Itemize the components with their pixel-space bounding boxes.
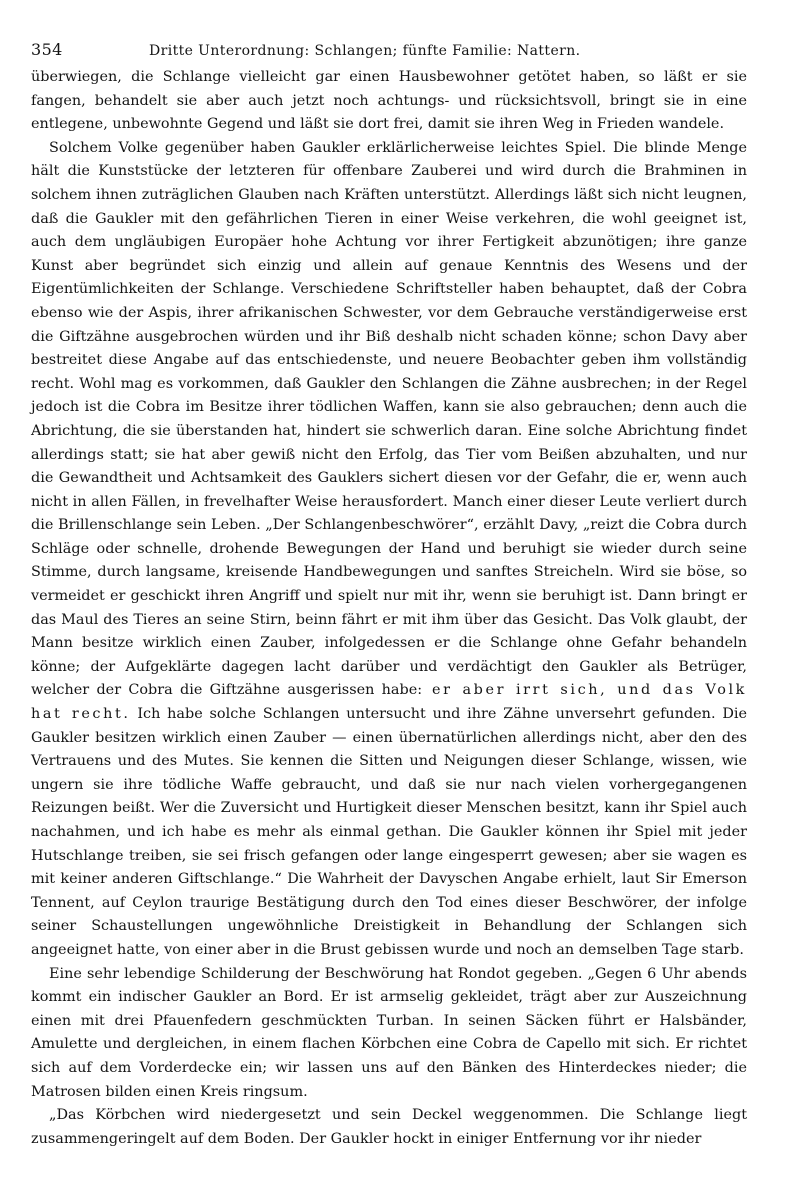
paragraph-2 — [31, 137, 747, 963]
paragraph-2-tail: Ich habe solche Schlangen untersucht und ihre Zähne unversehrt gefunden. Die Gaukler besitzen wirklich einen Zauber — einen übernatürlichen allerdings nicht, aber den des Vertrauens und des Mutes. Sie kennen die Sitten und Neigungen dieser Schlange, wissen, wie ungern sie ihre tödliche Waffe gebraucht, und daß sie nur nach vielen vorhergegangenen Reizungen beißt. Wer die Zuversicht und Hurtigkeit dieser Menschen besitzt, kann ihr Spiel auch nachahmen, und ich habe es mehr als einmal gethan. Die Gaukler können ihr Spiel mit jeder Hutschlange treiben, sie sei frisch gefangen oder lange eingesperrt gewesen; aber sie wagen es mit keiner anderen Giftschlange.“ Die Wahrheit der Davyschen Angabe erhielt, laut Sir Emerson Tennent, auf Ceylon traurige Bestätigung durch den Tod eines dieser Beschwörer, der infolge seiner Schaustellungen ungewöhnliche Dreistigkeit in Behandlung der Schlangen sich angeeignet hatte, von einer aber in die Brust gebissen wurde und noch an demselben Tage starb. — [31, 706, 747, 958]
body-text — [31, 66, 747, 1151]
paragraph-4: „Das Körbchen wird niedergesetzt und sein Deckel weggenommen. Die Schlange liegt zusammengeringelt auf dem Boden. Der Gaukler hockt in einiger Entfernung vor ihr nieder — [31, 1107, 747, 1147]
paragraph-1: überwiegen, die Schlange vielleicht gar einen Hausbewohner getötet haben, so läßt er sie fangen, behandelt sie aber auch jetzt noch achtungs- und rücksichtsvoll, bringt sie in eine entlegene, unbewohnte Gegend und läßt sie dort frei, damit sie ihren Weg in Frieden wandele. — [31, 69, 747, 133]
running-title: Dritte Unterordnung: Schlangen; fünfte Familie: Nattern. — [149, 43, 581, 59]
paragraph-3: Eine sehr lebendige Schilderung der Beschwörung hat Rondot gegeben. „Gegen 6 Uhr abends kommt ein indischer Gaukler an Bord. Er ist armselig gekleidet, trägt aber zur Auszeichnung einen mit drei Pfauenfedern geschmückten Turban. In seinen Säcken führt er Halsbänder, Amulette und dergleichen, in einem flachen Körbchen eine Cobra de Capello mit sich. Er richtet sich auf dem Vorderdecke ein; wir lassen uns auf den Bänken des Hinterdeckes nieder; die Matrosen bilden einen Kreis ringsum. — [31, 965, 747, 1100]
paragraph-2-text: Solchem Volke gegenüber haben Gaukler erklärlicherweise leichtes Spiel. Die blinde Menge hält die Kunststücke der letzteren für offenbare Zauberei und wird durch die Brahminen in solchem ihnen zuträglichen Glauben nach Kräften unterstützt. Allerdings läßt sich nicht leugnen, daß die Gaukler mit den gefährlichen Tieren in einer Weise verkehren, die wohl geeignet ist, auch dem ungläubigen Europäer hohe Achtung vor ihrer Fertigkeit abzunötigen; ihre ganze Kunst aber begründet sich einzig und allein auf genaue Kenntnis des Wesens und der Eigentümlichkeiten der Schlange. Verschiedene Schriftsteller haben behauptet, daß der Cobra ebenso wie der Aspis, ihrer afrikanischen Schwester, vor dem Gebrauche verständigerweise erst die Giftzähne ausgebrochen würden und ihr Biß deshalb nicht schaden könne; schon Davy aber bestreitet diese Angabe auf das entschiedenste, und neuere Beobachter geben ihm vollständig recht. Wohl mag es vorkommen, daß Gaukler den Schlangen die Zähne ausbrechen; in der Regel jedoch ist die Cobra im Besitze ihrer tödlichen Waffen, kann sie also gebrauchen; denn auch die Abrichtung, die sie überstanden hat, hindert sie schwerlich daran. Eine solche Abrichtung findet allerdings statt; sie hat aber gewiß nicht den Erfolg, das Tier vom Beißen abzuhalten, und nur die Gewandtheit und Achtsamkeit des Gauklers sichert diesen vor der Gefahr, die er, wenn auch nicht in allen Fällen, in frevelhafter Weise herausfordert. Manch einer dieser Leute verliert durch die Brillenschlange sein Leben. „Der Schlangenbeschwörer“, erzählt Davy, „reizt die Cobra durch Schläge oder schnelle, drohende Bewegungen der Hand und beruhigt sie wieder durch seine Stimme, durch langsame, kreisende Handbewegungen und sanftes Streicheln. Wird sie böse, so vermeidet er geschickt ihren Angriff und spielt nur mit ihr, wenn sie beruhigt ist. Dann bringt er das Maul des Tieres an seine Stirn, beinn fährt er mit ihm über das Gesicht. Das Volk glaubt, der Mann besitze wirklich einen Zauber, infolgedessen er die Schlange ohne Gefahr behandeln könne; der Aufgeklärte dagegen lacht darüber und verdächtigt den Gaukler als Betrüger, welcher der Cobra die Giftzähne ausgerissen habe: — [31, 139, 747, 699]
page-number: 354 — [31, 40, 63, 59]
running-header — [31, 40, 747, 66]
paragraph-2-spaced-quote: er aber irrt sich, und das Volk hat recht. — [31, 682, 747, 723]
